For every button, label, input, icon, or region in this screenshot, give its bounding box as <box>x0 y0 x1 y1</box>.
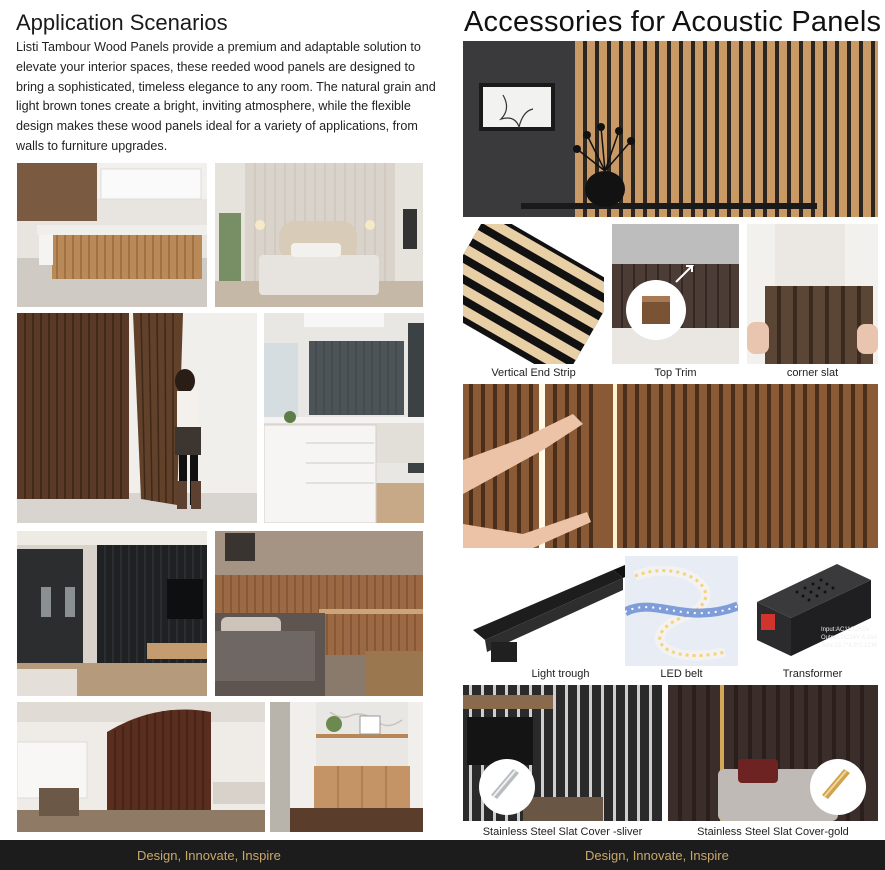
caption-corner-slat: corner slat <box>786 367 839 379</box>
caption-cover-gold: Stainless Steel Slat Cover-gold <box>697 826 849 838</box>
vertical-end-strip-photo <box>463 224 604 364</box>
bedroom-photo <box>215 163 423 307</box>
page-title-accessories: Accessories for Acoustic Panels <box>464 6 882 38</box>
slogan-left: Design, Innovate, Inspire <box>137 848 281 863</box>
footer-bar <box>0 840 885 870</box>
caption-transformer: Transformer <box>782 668 843 680</box>
wood-cabinet-photo <box>270 702 423 832</box>
caption-led-belt: LED belt <box>660 668 703 680</box>
page-title: Application Scenarios <box>16 10 228 35</box>
top-trim-photo <box>612 224 739 364</box>
curved-walnut-wall-photo <box>17 702 265 832</box>
transformer-spec-label: Input:AC110-265V Output:DC24V 4.16A Size:13.7*4.9*2.1CM <box>821 627 878 649</box>
slogan-right: Design, Innovate, Inspire <box>585 848 729 863</box>
led-belt-photo <box>625 556 738 666</box>
silver-cover-photo <box>463 685 662 821</box>
bedroom-wood-wall-photo <box>215 531 423 696</box>
intro-paragraph: Listi Tambour Wood Panels provide a premium and adaptable solution to elevate your interior spaces, these reeded wood panels are designed to bring a sophisticated, timeless elegance to any room. The natural grain and light brown tones create a bright, inviting atmosphere, while the flexible design makes these wood panels ideal for a variety of applications, from walls to furniture upgrades. <box>16 40 436 153</box>
caption-cover-silver: Stainless Steel Slat Cover -sliver <box>482 826 643 838</box>
transformer-photo <box>747 556 878 666</box>
gold-cover-photo <box>668 685 878 821</box>
kitchen-island-photo <box>17 163 207 307</box>
led-install-photo <box>463 384 878 548</box>
oak-panel-wall-photo <box>463 41 878 217</box>
white-kitchen-photo <box>264 313 424 523</box>
caption-vertical-end-strip: Vertical End Strip <box>491 367 576 379</box>
application-scenarios-page <box>0 0 442 840</box>
caption-light-trough: Light trough <box>531 668 590 680</box>
woman-panel-photo <box>17 313 257 523</box>
corner-slat-photo <box>747 224 878 364</box>
caption-top-trim: Top Trim <box>654 367 697 379</box>
dark-living-room-photo <box>17 531 207 696</box>
accessories-page <box>442 0 885 840</box>
